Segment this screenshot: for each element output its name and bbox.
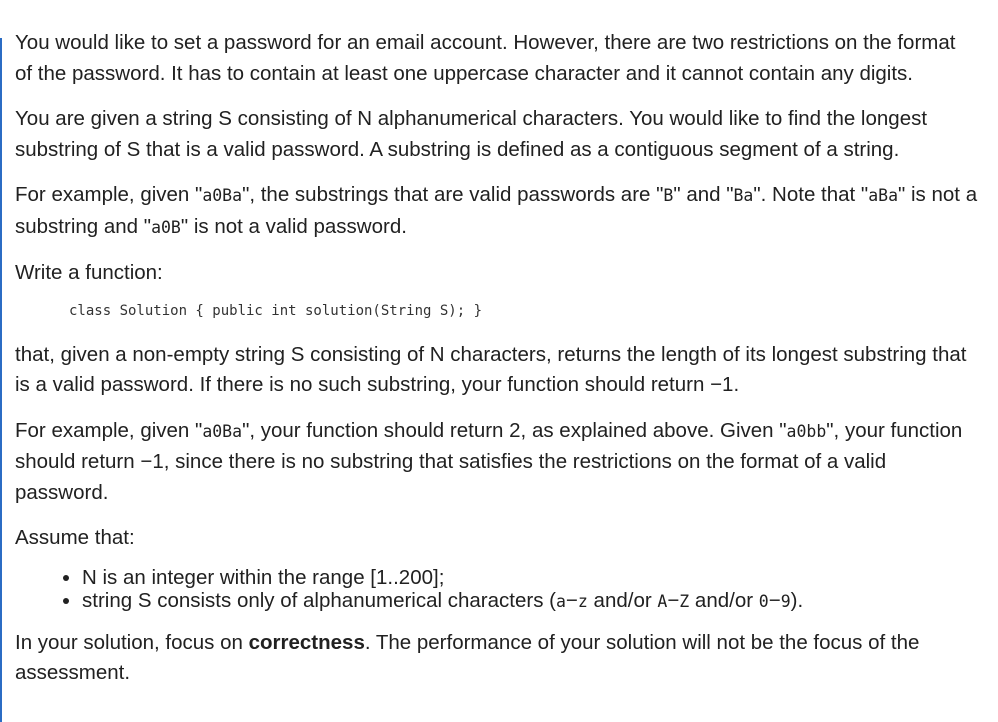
inline-code: A (657, 592, 668, 611)
assumptions-list (15, 566, 998, 614)
inline-code: 9 (780, 592, 791, 611)
inline-code: a0Ba (202, 421, 243, 441)
inline-code: Z (679, 592, 690, 611)
left-accent-bar (0, 38, 2, 722)
inline-code: 0 (758, 592, 769, 611)
code-signature: class Solution { public int solution(String S); } (69, 302, 483, 319)
paragraph-example-1: For example, given "a0Ba", the substrings that are valid passwords are "B" and "Ba". Note that "aBa" is not a substring and "a0B" is not a valid password. (15, 183, 978, 238)
paragraph-focus: In your solution, focus on correctness. The performance of your solution will not be the focus of the assessment. (15, 630, 920, 684)
inline-code: a0B (151, 217, 181, 237)
paragraph-intro: You would like to set a password for an email account. However, there are two restrictions on the format of the password. It has to contain at least one uppercase character and it cannot contain any digits. (15, 31, 956, 85)
paragraph-return-spec: that, given a non-empty string S consisting of N characters, returns the length of its longest substring that is a valid password. If there is no such substring, your function should return −1. (15, 342, 967, 396)
paragraph-assume: Assume that: (15, 526, 135, 549)
paragraph-problem: You are given a string S consisting of N alphanumerical characters. You would like to find the longest substring of S that is a valid password. A substring is defined as a contiguous segment of a string. (15, 107, 928, 161)
paragraph-write-function: Write a function: (15, 261, 163, 284)
inline-code: a (555, 592, 566, 611)
list-item: • string S consists only of alphanumerical characters (a−z and/or A−Z and/or 0−9). (82, 589, 998, 614)
inline-code: a0Ba (202, 186, 243, 205)
inline-code: a0bb (786, 421, 827, 441)
list-item: • N is an integer within the range [1..200]; (82, 566, 998, 590)
inline-code: z (577, 592, 588, 611)
inline-code: aBa (868, 186, 899, 205)
task-description (15, 28, 998, 704)
paragraph-example-2: For example, given "a0Ba", your function should return 2, as explained above. Given "a0bb", your function should return −1, since there is no substring that satisfies the restrictions on the format of a valid password. (15, 418, 963, 504)
inline-code: Ba (733, 186, 754, 205)
emphasis-correctness: correctness (248, 630, 365, 654)
inline-code: B (663, 186, 674, 205)
